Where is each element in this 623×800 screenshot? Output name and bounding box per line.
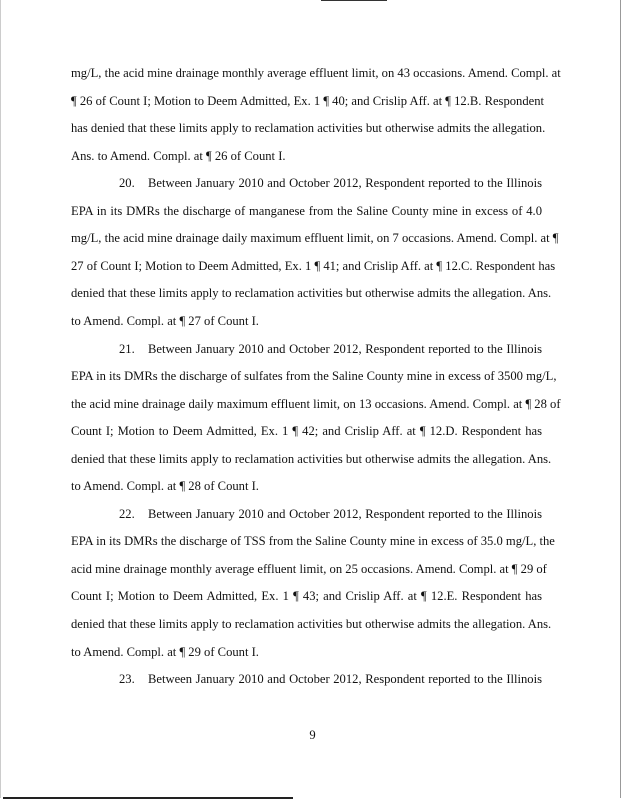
line-text: denied that these limits apply to reclamation activities but otherwise admits the allegation. Ans. [71,286,552,301]
paragraph-first-line [119,507,542,521]
text-line [71,286,552,301]
paragraph-first-line [119,176,542,190]
line-text: mg/L, the acid mine drainage daily maximum effluent limit, on 7 occasions. Amend. Compl. at ¶ [71,231,559,246]
text-line [71,314,542,328]
line-text: 27 of Count I; Motion to Deem Admitted, Ex. 1 ¶ 41; and Crislip Aff. at ¶ 12.C. Respondent has [71,258,556,273]
bottom-rule [3,797,293,799]
line-text: denied that these limits apply to reclamation activities but otherwise admits the allegation. Ans. [71,451,552,466]
text-line [71,396,561,411]
text-line [71,149,542,163]
paragraph-number: 22. [119,506,135,521]
paragraph-first-line [119,342,542,356]
text-line [71,617,552,631]
line-text: Between January 2010 and October 2012, Respondent reported to the Illinois [148,341,542,356]
text-line [71,534,555,549]
text-line [71,258,556,273]
paragraph-number: 23. [119,672,135,687]
text-line [71,645,542,659]
line-text: EPA in its DMRs the discharge of TSS from the Saline County mine in excess of 35.0 mg/L, the [71,534,555,549]
line-text: Between January 2010 and October 2012, Respondent reported to the Illinois [148,506,542,521]
line-text: Between January 2010 and October 2012, Respondent reported to the Illinois [148,672,542,687]
line-text: acid mine drainage monthly average effluent limit, on 25 occasions. Amend. Compl. at ¶ 29 of [71,561,547,576]
text-line [71,231,559,246]
paragraph-number: 20. [119,176,135,191]
text-line [71,589,542,603]
text-line [71,369,557,384]
line-text: EPA in its DMRs the discharge of sulfates from the Saline County mine in excess of 3500 mg/L, [71,369,557,384]
paragraph-number: 21. [119,341,135,356]
line-text: Count I; Motion to Deem Admitted, Ex. 1 ¶ 43; and Crislip Aff. at ¶ 12.E. Respondent has [71,589,542,604]
text-line [71,479,542,493]
line-text: to Amend. Compl. at ¶ 27 of Count I. [71,313,259,328]
line-text: to Amend. Compl. at ¶ 28 of Count I. [71,479,259,494]
text-line [71,424,542,438]
line-text: the acid mine drainage daily maximum effluent limit, on 13 occasions. Amend. Compl. at ¶ 28 of [71,396,561,411]
line-text: Between January 2010 and October 2012, Respondent reported to the Illinois [148,176,542,191]
line-text: EPA in its DMRs the discharge of manganese from the Saline County mine in excess of 4.0 [71,203,542,218]
line-text: has denied that these limits apply to reclamation activities but otherwise admits the allegation. [71,121,546,136]
line-text: ¶ 26 of Count I; Motion to Deem Admitted, Ex. 1 ¶ 40; and Crislip Aff. at ¶ 12.B. Respondent [71,93,545,108]
text-line [71,451,552,466]
text-line [71,93,545,108]
text-line [71,561,547,576]
page-number: 9 [309,728,316,742]
text-line [71,66,561,80]
line-text: Ans. to Amend. Compl. at ¶ 26 of Count I. [71,148,286,163]
text-line [71,204,542,218]
line-text: Count I; Motion to Deem Admitted, Ex. 1 ¶ 42; and Crislip Aff. at ¶ 12.D. Respondent has [71,424,542,439]
line-text: mg/L, the acid mine drainage monthly average effluent limit, on 43 occasions. Amend. Compl. at [71,66,561,80]
top-rule [321,0,387,1]
text-line [71,121,546,136]
line-text: to Amend. Compl. at ¶ 29 of Count I. [71,644,259,659]
paragraph-first-line [119,672,542,686]
line-text: denied that these limits apply to reclamation activities but otherwise admits the allegation. Ans. [71,617,552,631]
